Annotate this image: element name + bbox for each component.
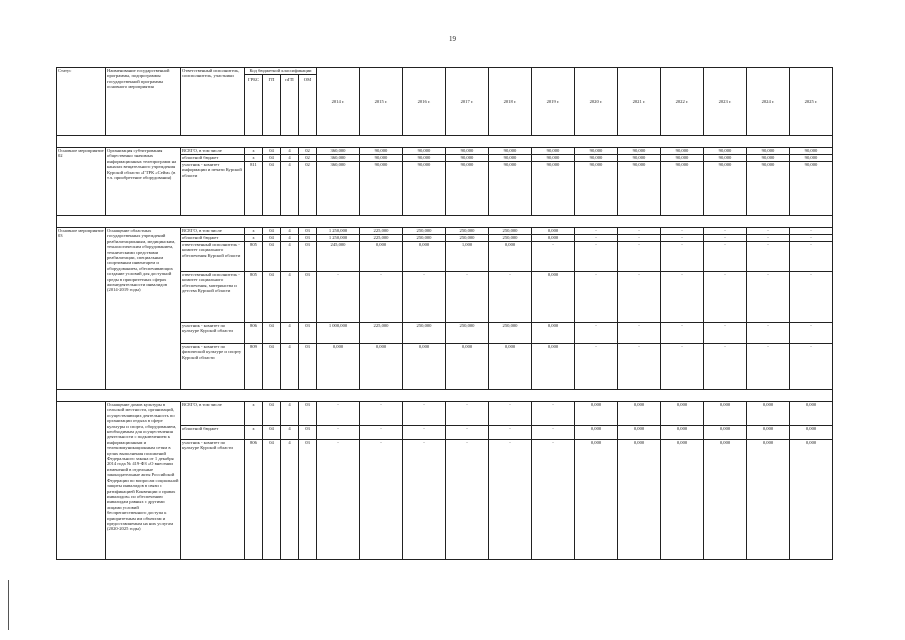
budget-code-cell: x: [245, 235, 263, 242]
year-value-cell: -: [618, 242, 661, 272]
year-value-cell: 90,000: [360, 162, 403, 216]
year-value-cell: 90,000: [575, 148, 618, 155]
budget-code-cell: 806: [245, 440, 263, 560]
budget-code-cell: 04: [263, 235, 281, 242]
year-value-cell: -: [360, 272, 403, 323]
year-value-cell: 90,000: [747, 155, 790, 162]
spacer-row: [57, 136, 833, 148]
spacer-row: [57, 390, 833, 402]
year-value-cell: 90,000: [618, 155, 661, 162]
header-year: 2024 г.: [747, 68, 790, 136]
year-value-cell: -: [790, 323, 833, 344]
year-value-cell: -: [575, 272, 618, 323]
budget-code-cell: 4: [281, 440, 299, 560]
budget-code-cell: 02: [299, 148, 317, 155]
header-year: 2015 г.: [360, 68, 403, 136]
year-value-cell: -: [704, 235, 747, 242]
year-value-cell: 1 250,000: [317, 228, 360, 235]
year-value-cell: -: [618, 235, 661, 242]
year-value-cell: 0,000: [360, 344, 403, 390]
year-value-cell: 0,000: [446, 344, 489, 390]
year-value-cell: -: [747, 272, 790, 323]
year-value-cell: -: [317, 426, 360, 440]
year-value-cell: -: [661, 242, 704, 272]
budget-code-cell: 4: [281, 155, 299, 162]
year-value-cell: 1 250,000: [317, 235, 360, 242]
budget-code-cell: x: [245, 155, 263, 162]
budget-code-cell: 03: [299, 344, 317, 390]
year-value-cell: -: [446, 426, 489, 440]
year-value-cell: -: [575, 242, 618, 272]
header-year: 2018 г.: [489, 68, 532, 136]
responsible-cell: ВСЕГО, в том числе: [181, 402, 245, 426]
year-value-cell: -: [446, 272, 489, 323]
header-year: 2014 г.: [317, 68, 360, 136]
header-code-gp: ГП: [263, 75, 281, 136]
year-value-cell: 0,000: [790, 426, 833, 440]
year-value-cell: 0,000: [532, 228, 575, 235]
budget-code-cell: 04: [263, 242, 281, 272]
responsible-cell: участник - комитет по культуре Курской области: [181, 440, 245, 560]
year-value-cell: 360,000: [317, 155, 360, 162]
program-name-cell: Организация субтитрования общественно значимых информационных телепрограмм на каналах вещательного учреждения Курской области «ГТРК «Сейм» (в т.ч. приобретение оборудования): [106, 148, 181, 216]
year-value-cell: 0,000: [618, 426, 661, 440]
header-year: 2020 г.: [575, 68, 618, 136]
year-value-cell: -: [446, 402, 489, 426]
year-value-cell: -: [575, 323, 618, 344]
budget-code-cell: 04: [263, 402, 281, 426]
year-value-cell: -: [747, 235, 790, 242]
header-year: 2022 г.: [661, 68, 704, 136]
responsible-cell: ответственный исполнитель - комитет социального обеспечения, материнства и детства Курской области: [181, 272, 245, 323]
year-value-cell: 250,000: [489, 235, 532, 242]
scan-margin-line: [8, 580, 9, 630]
header-year: 2016 г.: [403, 68, 446, 136]
year-value-cell: 0,000: [747, 440, 790, 560]
header-budget-code: Код бюджетной классификации: [245, 68, 317, 75]
year-value-cell: 0,000: [403, 242, 446, 272]
year-value-cell: 90,000: [790, 155, 833, 162]
spacer-cell: [57, 216, 833, 228]
year-value-cell: 90,000: [618, 162, 661, 216]
budget-code-cell: 805: [245, 272, 263, 323]
year-value-cell: 90,000: [704, 155, 747, 162]
year-value-cell: -: [661, 228, 704, 235]
year-value-cell: -: [360, 426, 403, 440]
year-value-cell: -: [661, 344, 704, 390]
header-year: 2025 г.: [790, 68, 833, 136]
year-value-cell: -: [704, 228, 747, 235]
year-value-cell: 0,000: [704, 402, 747, 426]
year-value-cell: -: [661, 323, 704, 344]
page-number: 19: [449, 35, 456, 43]
year-value-cell: -: [489, 272, 532, 323]
status-cell: [57, 402, 106, 560]
budget-code-cell: 03: [299, 402, 317, 426]
table-row: [57, 148, 833, 155]
year-value-cell: 0,000: [704, 440, 747, 560]
year-value-cell: 0,000: [575, 426, 618, 440]
responsible-cell: ответственный исполнитель - комитет социального обеспечения Курской области: [181, 242, 245, 272]
budget-code-cell: 04: [263, 323, 281, 344]
year-value-cell: -: [618, 272, 661, 323]
budget-code-cell: 02: [299, 155, 317, 162]
header-status: Статус: [57, 68, 106, 136]
year-value-cell: 90,000: [790, 148, 833, 155]
year-value-cell: -: [532, 402, 575, 426]
year-value-cell: -: [317, 440, 360, 560]
responsible-cell: участник - комитет информации и печати Курской области: [181, 162, 245, 216]
year-value-cell: -: [790, 272, 833, 323]
budget-code-cell: 4: [281, 402, 299, 426]
year-value-cell: 90,000: [532, 148, 575, 155]
year-value-cell: 90,000: [532, 155, 575, 162]
year-value-cell: 225,000: [360, 235, 403, 242]
year-value-cell: -: [704, 323, 747, 344]
program-name-cell: Оснащение домов культуры в сельской местности, организаций, осуществляющих деятельность по организации отдыха в сфере культуры и спорта, оборудованием, необходимым для осуществления деятельности с подключением к информационным и телекоммуникационным сетям в целях выполнения положений Федерального закона от 1 декабря 2014 года № 419-ФЗ «О внесении изменений в отдельные законодательные акты Российской Федерации по вопросам социальной защиты инвалидов в связи с ратификацией Конвенции о правах инвалидов» по обеспечению инвалидам равных с другими лицами условий беспрепятственного доступа к приоритетным им объектам и предоставляемым на них услугам (2020-2025 годы): [106, 402, 181, 560]
budget-code-cell: 04: [263, 162, 281, 216]
budget-code-cell: 4: [281, 344, 299, 390]
year-value-cell: 0,000: [403, 344, 446, 390]
year-value-cell: -: [532, 242, 575, 272]
year-value-cell: -: [618, 344, 661, 390]
year-value-cell: -: [790, 344, 833, 390]
year-value-cell: 360,000: [317, 148, 360, 155]
budget-code-cell: 04: [263, 426, 281, 440]
year-value-cell: 90,000: [403, 148, 446, 155]
responsible-cell: областной бюджет: [181, 235, 245, 242]
year-value-cell: -: [446, 440, 489, 560]
year-value-cell: 0,000: [532, 235, 575, 242]
year-value-cell: 90,000: [360, 148, 403, 155]
budget-code-cell: 03: [299, 235, 317, 242]
year-value-cell: 90,000: [489, 155, 532, 162]
budget-code-cell: 04: [263, 148, 281, 155]
year-value-cell: 245,000: [317, 242, 360, 272]
header-year: 2019 г.: [532, 68, 575, 136]
year-value-cell: 0,000: [661, 440, 704, 560]
year-value-cell: -: [403, 440, 446, 560]
table-body: [57, 136, 833, 560]
year-value-cell: -: [317, 272, 360, 323]
year-value-cell: -: [317, 402, 360, 426]
budget-code-cell: 806: [245, 323, 263, 344]
year-value-cell: 90,000: [403, 162, 446, 216]
year-value-cell: -: [747, 323, 790, 344]
year-value-cell: 90,000: [360, 155, 403, 162]
budget-code-cell: x: [245, 148, 263, 155]
year-value-cell: 90,000: [575, 162, 618, 216]
year-value-cell: 250,000: [403, 235, 446, 242]
year-value-cell: 0,000: [489, 242, 532, 272]
year-value-cell: 90,000: [446, 148, 489, 155]
year-value-cell: -: [618, 228, 661, 235]
year-value-cell: 250,000: [403, 228, 446, 235]
year-value-cell: 250,000: [446, 228, 489, 235]
year-value-cell: 0,000: [661, 426, 704, 440]
responsible-cell: областной бюджет: [181, 426, 245, 440]
year-value-cell: -: [532, 426, 575, 440]
responsible-cell: областной бюджет: [181, 155, 245, 162]
budget-code-cell: 4: [281, 323, 299, 344]
year-value-cell: 90,000: [403, 155, 446, 162]
header-year: 2017 г.: [446, 68, 489, 136]
spacer-cell: [57, 136, 833, 148]
year-value-cell: -: [575, 228, 618, 235]
year-value-cell: -: [661, 272, 704, 323]
year-value-cell: -: [747, 242, 790, 272]
year-value-cell: 90,000: [790, 162, 833, 216]
budget-code-cell: 805: [245, 242, 263, 272]
year-value-cell: 250,000: [446, 235, 489, 242]
year-value-cell: 0,000: [790, 440, 833, 560]
budget-code-cell: 03: [299, 426, 317, 440]
budget-table-sheet: [56, 67, 833, 560]
year-value-cell: -: [618, 323, 661, 344]
year-value-cell: 0,000: [575, 402, 618, 426]
header-year: 2023 г.: [704, 68, 747, 136]
budget-table: [56, 67, 833, 560]
year-value-cell: 250,000: [403, 323, 446, 344]
year-value-cell: 90,000: [618, 148, 661, 155]
year-value-cell: -: [747, 344, 790, 390]
budget-code-cell: 03: [299, 228, 317, 235]
year-value-cell: -: [403, 426, 446, 440]
year-value-cell: -: [747, 228, 790, 235]
year-value-cell: -: [575, 235, 618, 242]
budget-code-cell: 03: [299, 242, 317, 272]
status-cell: Основное мероприятие 02: [57, 148, 106, 216]
year-value-cell: 0,000: [747, 426, 790, 440]
year-value-cell: -: [704, 242, 747, 272]
budget-code-cell: 4: [281, 162, 299, 216]
year-value-cell: 90,000: [661, 148, 704, 155]
year-value-cell: 90,000: [575, 155, 618, 162]
year-value-cell: -: [360, 402, 403, 426]
budget-code-cell: 03: [299, 323, 317, 344]
year-value-cell: 90,000: [704, 148, 747, 155]
year-value-cell: 0,000: [661, 402, 704, 426]
year-value-cell: 90,000: [704, 162, 747, 216]
header-code-om: ОМ: [299, 75, 317, 136]
header-code-grbs: ГРБС: [245, 75, 263, 136]
budget-code-cell: 04: [263, 344, 281, 390]
year-value-cell: 90,000: [661, 162, 704, 216]
year-value-cell: 225,000: [360, 323, 403, 344]
header-responsible: Ответственный исполнитель, соисполнитель, участники: [181, 68, 245, 136]
budget-code-cell: 02: [299, 162, 317, 216]
year-value-cell: 1 000,000: [317, 323, 360, 344]
year-value-cell: -: [403, 272, 446, 323]
year-value-cell: 0,000: [532, 272, 575, 323]
year-value-cell: -: [790, 235, 833, 242]
status-cell: Основное мероприятие 03: [57, 228, 106, 390]
year-value-cell: 0,000: [618, 402, 661, 426]
year-value-cell: 0,000: [747, 402, 790, 426]
year-value-cell: -: [403, 402, 446, 426]
header-year: 2021 г.: [618, 68, 661, 136]
budget-code-cell: 04: [263, 272, 281, 323]
budget-code-cell: 4: [281, 242, 299, 272]
year-value-cell: -: [489, 402, 532, 426]
year-value-cell: 0,000: [704, 426, 747, 440]
budget-code-cell: 04: [263, 228, 281, 235]
year-value-cell: -: [489, 426, 532, 440]
year-value-cell: 0,000: [360, 242, 403, 272]
year-value-cell: -: [704, 344, 747, 390]
year-value-cell: 90,000: [446, 162, 489, 216]
year-value-cell: -: [360, 440, 403, 560]
year-value-cell: 225,000: [360, 228, 403, 235]
budget-code-cell: 811: [245, 162, 263, 216]
year-value-cell: 250,000: [489, 228, 532, 235]
year-value-cell: -: [704, 272, 747, 323]
budget-code-cell: x: [245, 426, 263, 440]
year-value-cell: 90,000: [747, 162, 790, 216]
budget-code-cell: 809: [245, 344, 263, 390]
year-value-cell: 1,000: [446, 242, 489, 272]
budget-code-cell: x: [245, 402, 263, 426]
year-value-cell: 90,000: [661, 155, 704, 162]
year-value-cell: 250,000: [446, 323, 489, 344]
year-value-cell: 0,000: [317, 344, 360, 390]
year-value-cell: -: [790, 228, 833, 235]
year-value-cell: -: [532, 440, 575, 560]
year-value-cell: 0,000: [575, 440, 618, 560]
year-value-cell: 0,000: [532, 344, 575, 390]
responsible-cell: участник - комитет по физической культуре и спорту Курской области: [181, 344, 245, 390]
responsible-cell: участник - комитет по культуре Курской области: [181, 323, 245, 344]
budget-code-cell: 04: [263, 440, 281, 560]
year-value-cell: -: [489, 440, 532, 560]
budget-code-cell: 03: [299, 272, 317, 323]
year-value-cell: 0,000: [618, 440, 661, 560]
year-value-cell: 0,000: [489, 344, 532, 390]
budget-code-cell: 4: [281, 235, 299, 242]
year-value-cell: -: [661, 235, 704, 242]
year-value-cell: 0,000: [532, 323, 575, 344]
table-row: [57, 228, 833, 235]
year-value-cell: -: [790, 242, 833, 272]
year-value-cell: 0,000: [790, 402, 833, 426]
responsible-cell: ВСЕГО, в том числе: [181, 148, 245, 155]
year-value-cell: 90,000: [446, 155, 489, 162]
budget-code-cell: 4: [281, 426, 299, 440]
budget-code-cell: 03: [299, 440, 317, 560]
year-value-cell: 250,000: [489, 323, 532, 344]
budget-code-cell: 04: [263, 155, 281, 162]
year-value-cell: 360,000: [317, 162, 360, 216]
year-value-cell: 90,000: [532, 162, 575, 216]
year-value-cell: 90,000: [747, 148, 790, 155]
header-code-pgp: пГП: [281, 75, 299, 136]
budget-code-cell: 4: [281, 148, 299, 155]
spacer-row: [57, 216, 833, 228]
spacer-cell: [57, 390, 833, 402]
responsible-cell: ВСЕГО, в том числе: [181, 228, 245, 235]
budget-code-cell: 4: [281, 228, 299, 235]
table-row: [57, 402, 833, 426]
year-value-cell: -: [575, 344, 618, 390]
budget-code-cell: 4: [281, 272, 299, 323]
program-name-cell: Оснащение областных государственных учреждений реабилитационным, медицинским, технологическим оборудованием, техническими средствами реабилитации, специальным спортивным инвентарем и оборудованием, обеспечивающих создание условий для доступной среды в приоритетных сферах жизнедеятельности инвалидов (2014-2019 годы): [106, 228, 181, 390]
year-value-cell: 90,000: [489, 162, 532, 216]
header-name: Наименование государственной программы, подпрограммы государственной программы основного мероприятия: [106, 68, 181, 136]
budget-code-cell: x: [245, 228, 263, 235]
year-value-cell: 90,000: [489, 148, 532, 155]
